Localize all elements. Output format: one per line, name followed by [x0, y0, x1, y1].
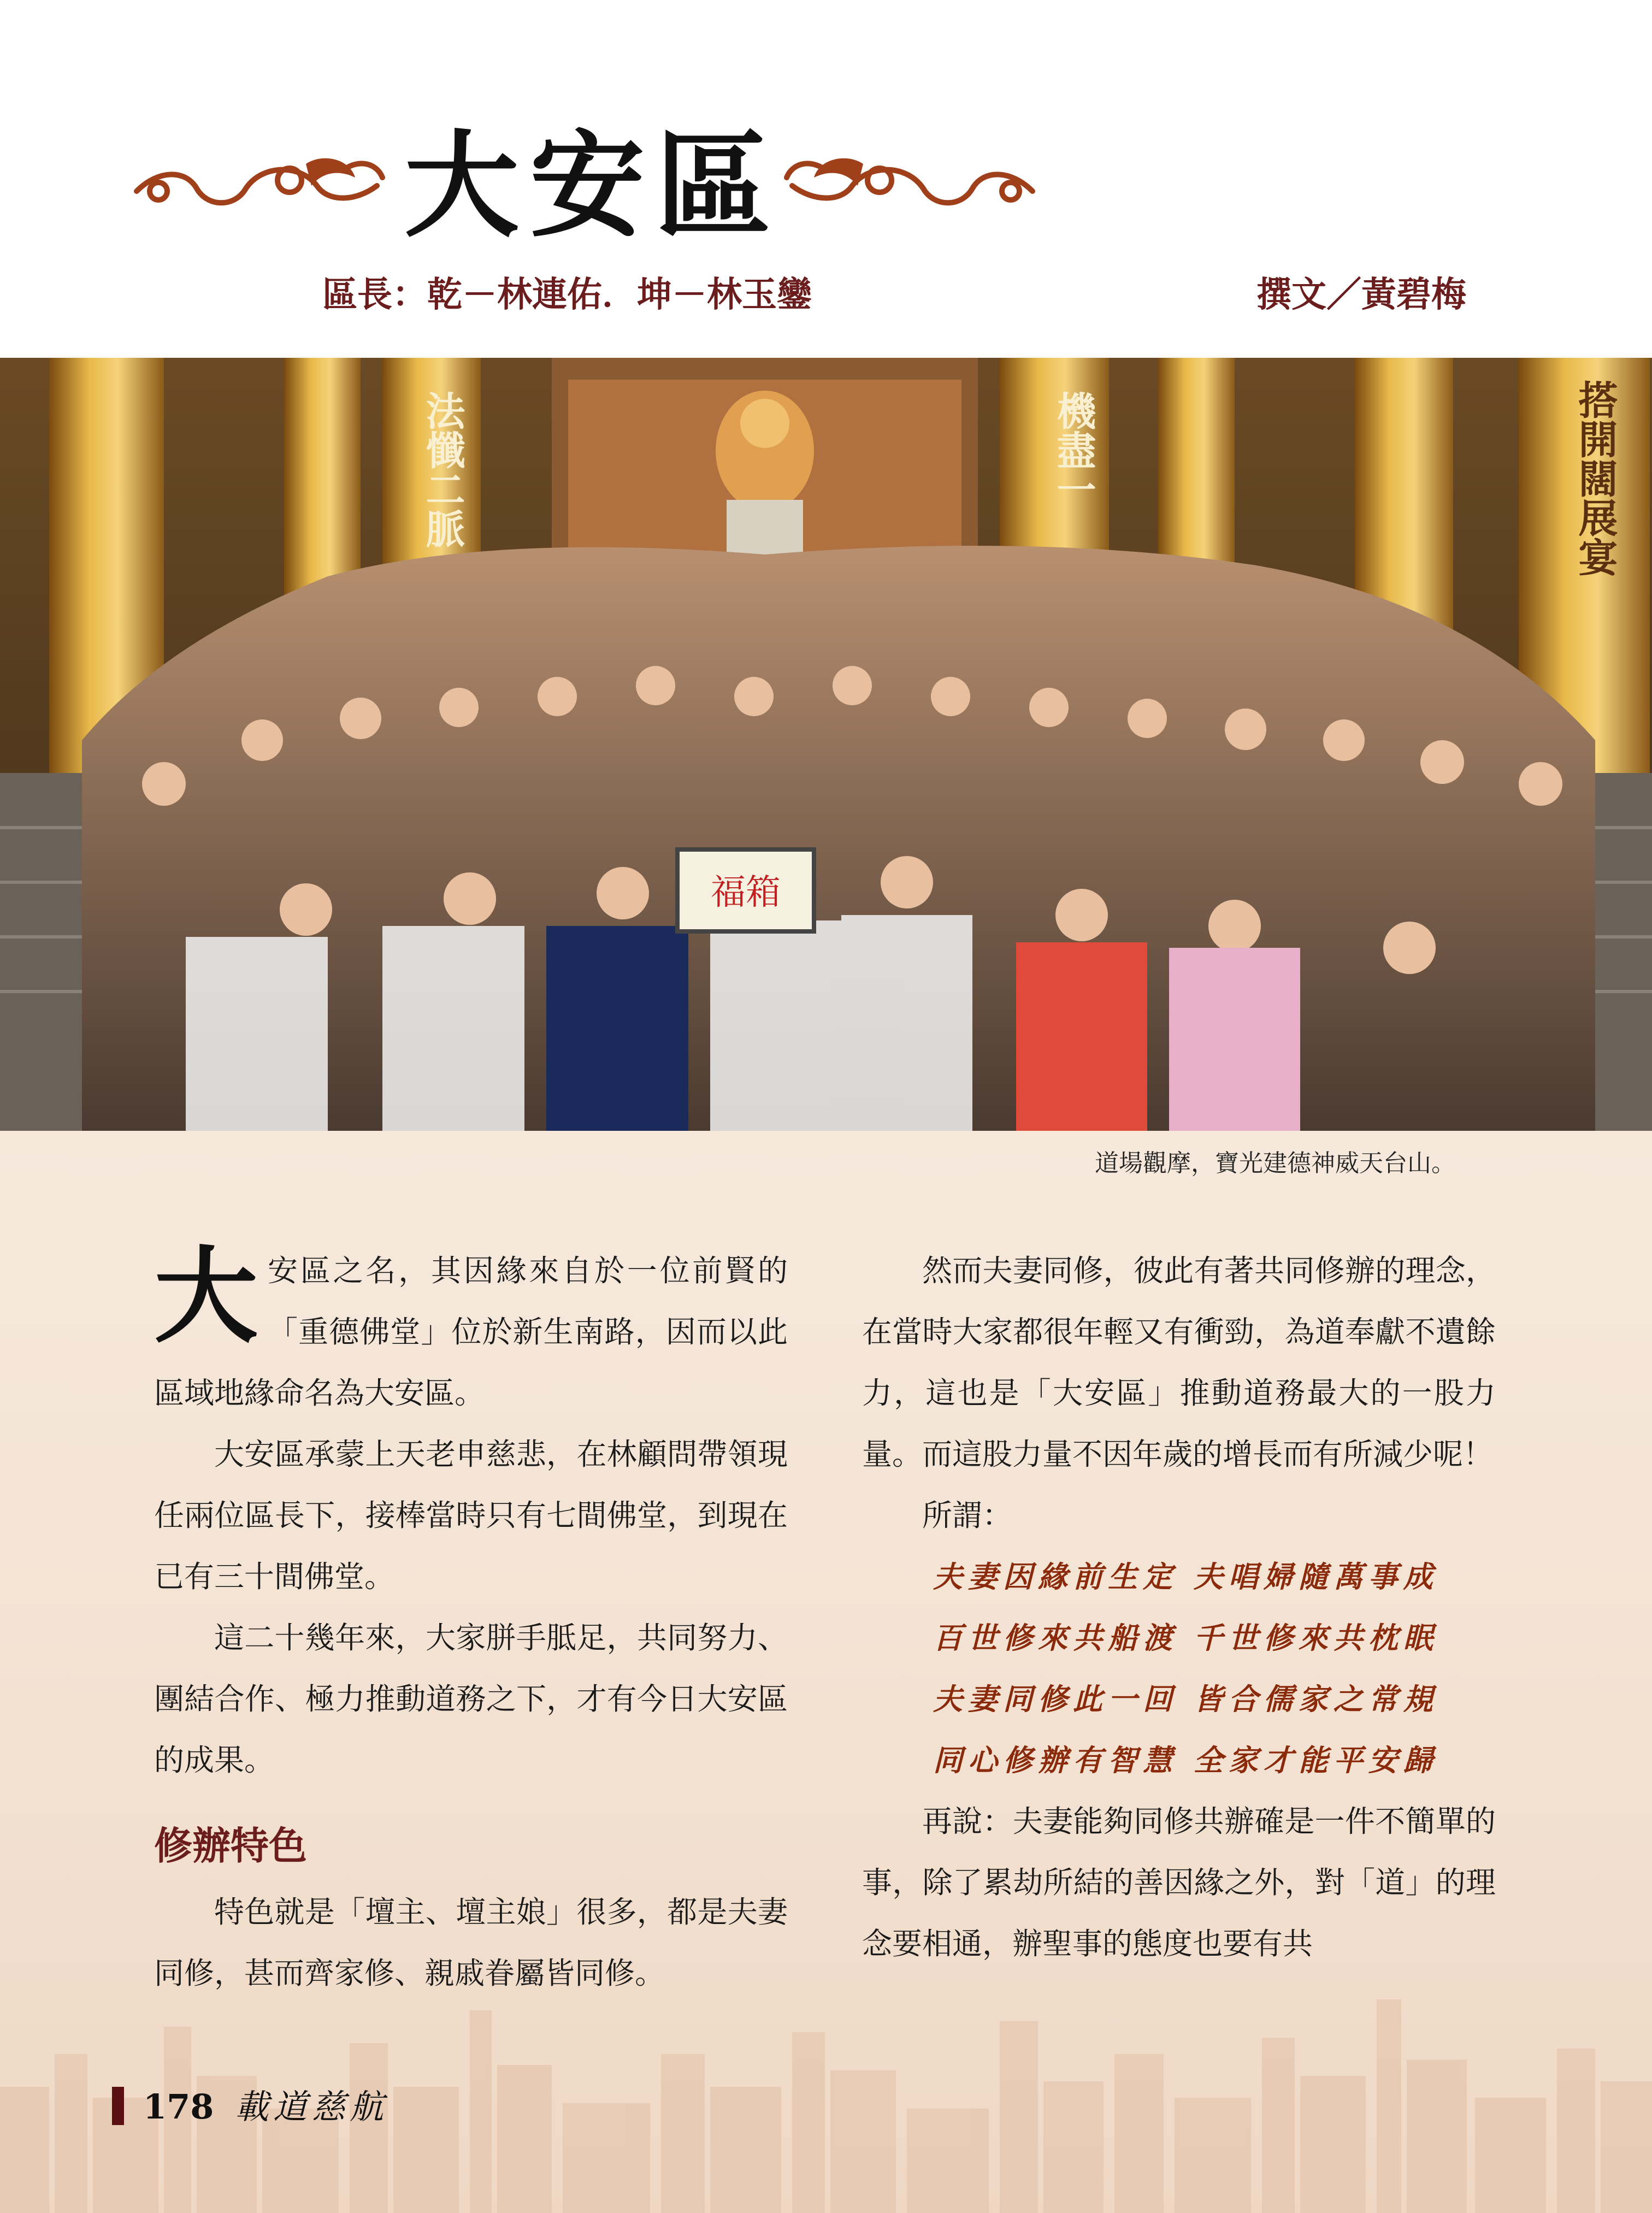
left-scroll-ornament — [126, 147, 388, 229]
poem-line: 夫妻同修此一回 皆合儒家之常規 — [933, 1681, 1438, 1716]
donation-box-label: 福箱 — [711, 872, 781, 913]
drop-cap: 大 — [154, 1235, 258, 1357]
pillar-couplet-middle: 機盡一 — [1050, 391, 1097, 509]
page-number: 178 — [143, 2087, 214, 2127]
pillar-couplet-right: 搭開闊展宴 — [1572, 380, 1619, 576]
district-leaders: 區長：乾－林連佑．坤－林玉鑾 — [322, 275, 812, 315]
intro-text: 安區之名，其因緣來自於一位前賢的「重德佛堂」位於新生南路，因而以此區域地緣命名為大安區。 — [154, 1253, 788, 1411]
intro-paragraph — [154, 1235, 788, 1424]
publication-name: 載道慈航 — [235, 2087, 388, 2127]
section-heading: 修辦特色 — [154, 1823, 307, 1868]
paragraph-5: 然而夫妻同修，彼此有著共同修辦的理念，在當時大家都很年輕又有衝勁，為道奉獻不遺餘力，這也是「大安區」推動道務最大的一股力量。而這股力量不因年歲的增長而有所減少呢！ — [862, 1253, 1496, 1472]
paragraph-4: 特色就是「壇主、壇主娘」很多，都是夫妻同修，甚而齊家修、親戚眷屬皆同修。 — [154, 1895, 788, 1991]
photo-caption: 道場觀摩，寶光建德神威天台山。 — [1095, 1149, 1455, 1177]
paragraph-6: 所謂： — [922, 1498, 1013, 1533]
paragraph-3: 這二十幾年來，大家胼手胝足，共同努力、團結合作、極力推動道務之下，才有今日大安區的成果。 — [154, 1620, 788, 1778]
poem — [862, 1546, 1496, 1791]
paragraph-2: 大安區承蒙上天老申慈悲，在林顧問帶領現任兩位區長下，接棒當時只有七間佛堂，到現在已有三十間佛堂。 — [154, 1437, 788, 1594]
poem-line: 夫妻因緣前生定 夫唱婦隨萬事成 — [933, 1559, 1438, 1594]
poem-line: 百世修來共船渡 千世修來共枕眠 — [933, 1620, 1438, 1655]
group-photo — [0, 358, 1652, 1131]
page-title: 大安區 — [404, 118, 782, 253]
article-column-right — [862, 1240, 1496, 1974]
paragraph-7: 再說：夫妻能夠同修共辦確是一件不簡單的事，除了累劫所結的善因緣之外，對「道」的理念要相通，辦聖事的態度也要有共 — [862, 1804, 1496, 1961]
poem-line: 同心修辦有智慧 全家才能平安歸 — [933, 1743, 1438, 1778]
pillar-couplet-left: 法懺二脈 — [419, 391, 466, 548]
author-credit: 撰文／黃碧梅 — [1256, 275, 1466, 315]
right-scroll-ornament — [781, 147, 1043, 229]
footer-marker — [112, 2087, 124, 2125]
article-column-left — [154, 1235, 788, 2004]
